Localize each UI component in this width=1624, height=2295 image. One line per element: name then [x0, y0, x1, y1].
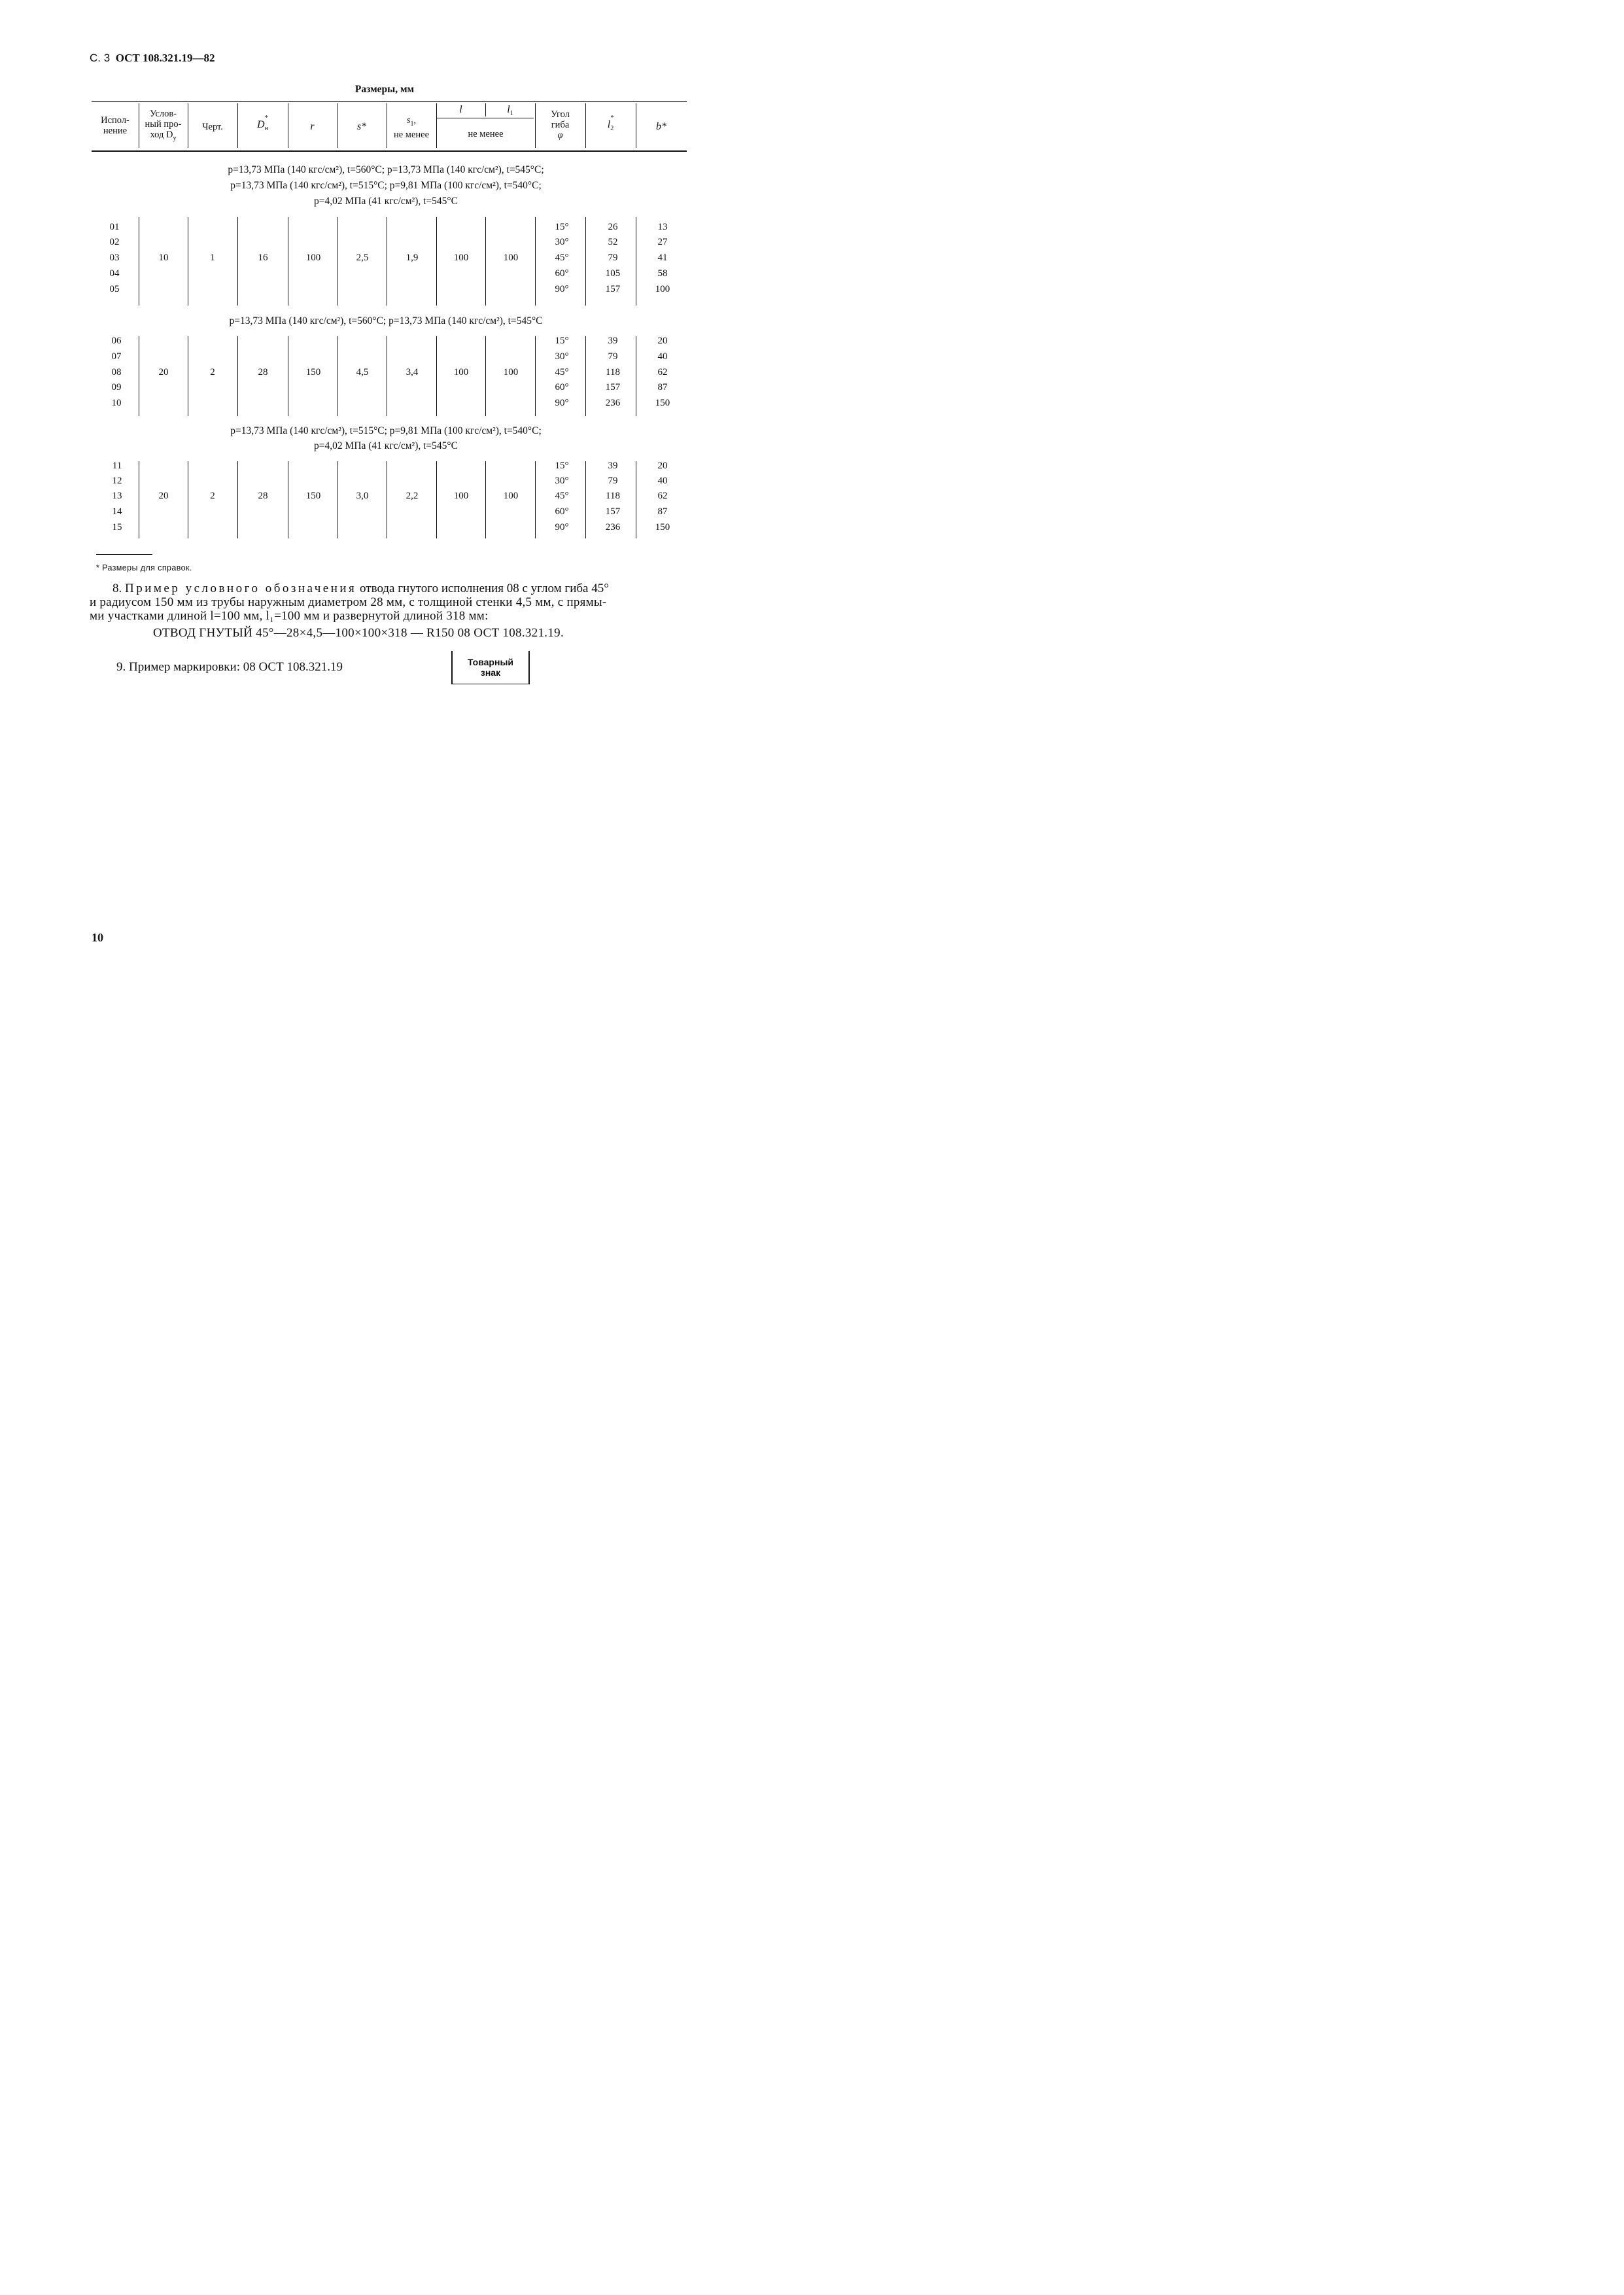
cell-l2: 157: [605, 506, 621, 517]
cell-l: 100: [453, 491, 469, 501]
cell-l2: 118: [606, 491, 620, 501]
cell-isp: 02: [109, 237, 120, 247]
page-header: [90, 52, 215, 63]
cell-isp: 04: [109, 268, 120, 279]
cell-s1: 2,2: [406, 491, 419, 501]
cell-angle: 30°: [555, 351, 569, 362]
cell-dn: 28: [258, 367, 268, 377]
clause8-line1: 8. Пример условного обозначения отвода гнутого исполнения 08 с углом гиба 45°: [112, 582, 609, 595]
col-sep: [535, 336, 536, 416]
col-sep: [535, 217, 536, 306]
cell-dy: 10: [158, 253, 169, 263]
cell-l2: 79: [608, 351, 618, 362]
cell-angle: 45°: [555, 253, 569, 263]
col-header-l-note: не менее: [468, 129, 504, 139]
footnote: * Размеры для справок.: [96, 563, 192, 572]
col-sep: [436, 336, 437, 416]
cell-b: 100: [655, 284, 670, 294]
cell-r: 150: [305, 367, 321, 377]
cell-angle: 30°: [555, 476, 569, 486]
col-header-s: s*: [356, 121, 367, 132]
standard-number: ОСТ 108.321.19—82: [115, 52, 215, 64]
col-header-l1: $l_1$: [507, 104, 513, 118]
cell-isp: 06: [111, 336, 122, 346]
clause9-text: 9. Пример маркировки: 08 ОСТ 108.321.19: [116, 660, 343, 674]
cell-chert: 2: [210, 491, 215, 501]
conditions-line: p=13,73 МПа (140 кгс/см²), t=515°С; p=9,81 МПа (100 кгс/см²), t=540°С;: [230, 180, 542, 191]
clause8-line3: ми участками длиной l=100 мм, l₁=100 мм и развернутой длиной 318 мм:: [90, 609, 489, 623]
col-header-ugol: Угол гиба φ: [551, 109, 570, 141]
conditions-line: p=13,73 МПа (140 кгс/см²), t=560°С; p=13,73 МПа (140 кгс/см²), t=545°С;: [228, 164, 544, 175]
col-header-l2: l * $_2$: [607, 114, 614, 133]
cell-b: 87: [657, 382, 668, 393]
col-sep: [237, 217, 238, 306]
col-sep: [485, 217, 486, 306]
page-label: С. 3: [90, 52, 111, 64]
cell-isp: 05: [109, 284, 120, 294]
cell-isp: 09: [111, 382, 122, 393]
cell-l: 100: [453, 253, 469, 263]
cell-isp: 14: [112, 506, 122, 517]
cell-l2: 236: [605, 398, 621, 408]
document-page: [0, 0, 719, 1018]
cell-s: 3,0: [356, 491, 369, 501]
col-header-ispolnenie: Испол- нение: [101, 115, 130, 136]
cell-b: 40: [657, 351, 668, 362]
cell-angle: 45°: [555, 491, 569, 501]
col-sep: [535, 461, 536, 538]
cell-isp: 01: [109, 222, 120, 232]
cell-angle: 60°: [555, 506, 569, 517]
trademark-line2: знак: [480, 667, 501, 678]
cell-l2: 105: [605, 268, 621, 279]
cell-isp: 11: [112, 461, 122, 471]
col-header-chert: Черт.: [202, 122, 223, 132]
col-sep: [485, 336, 486, 416]
cell-l2: 39: [608, 336, 618, 346]
conditions-line: p=4,02 МПа (41 кгс/см²), t=545°С: [314, 440, 458, 451]
cell-r: 150: [305, 491, 321, 501]
cell-b: 20: [657, 461, 668, 471]
cell-isp: 13: [112, 491, 122, 501]
col-header-r: r: [310, 121, 315, 132]
cell-angle: 15°: [555, 222, 569, 232]
col-sep: [585, 461, 586, 538]
trademark-line1: Товарный: [468, 657, 513, 667]
col-sep: [436, 217, 437, 306]
clause8-line2: и радиусом 150 мм из трубы наружным диаметром 28 мм, с толщиной стенки 4,5 мм, с прямы-: [90, 595, 607, 609]
header-top-rule: [92, 101, 687, 102]
col-sep: [237, 336, 238, 416]
cell-l2: 79: [608, 476, 618, 486]
cell-b: 62: [657, 367, 668, 377]
cell-l: 100: [453, 367, 469, 377]
cell-l2: 79: [608, 253, 618, 263]
cell-b: 58: [657, 268, 668, 279]
col-sep: [485, 461, 486, 538]
col-header-uslovny-prohod: Услов- ный про- ход $D_у$: [145, 109, 182, 142]
cell-chert: 1: [210, 253, 215, 263]
cell-isp: 03: [109, 253, 120, 263]
cell-dy: 20: [158, 367, 169, 377]
cell-isp: 15: [112, 522, 122, 533]
footnote-rule: [96, 554, 152, 555]
cell-s1: 3,4: [406, 367, 419, 377]
col-header-l: l: [459, 104, 462, 115]
cell-s: 4,5: [356, 367, 369, 377]
col-sep: [237, 461, 238, 538]
cell-b: 40: [657, 476, 668, 486]
cell-angle: 15°: [555, 336, 569, 346]
col-sep: [585, 336, 586, 416]
cell-b: 13: [657, 222, 668, 232]
cell-b: 150: [655, 398, 670, 408]
cell-angle: 90°: [555, 398, 569, 408]
cell-angle: 45°: [555, 367, 569, 377]
cell-chert: 2: [210, 367, 215, 377]
cell-angle: 90°: [555, 522, 569, 533]
cell-isp: 08: [111, 367, 122, 377]
cell-angle: 60°: [555, 382, 569, 393]
cell-s1: 1,9: [406, 253, 419, 263]
col-header-b: b*: [656, 121, 666, 132]
cell-b: 87: [657, 506, 668, 517]
col-sep: [585, 217, 586, 306]
cell-angle: 15°: [555, 461, 569, 471]
cell-b: 20: [657, 336, 668, 346]
conditions-line: p=4,02 МПа (41 кгс/см²), t=545°С: [314, 196, 458, 207]
cell-l1: 100: [503, 491, 519, 501]
cell-angle: 60°: [555, 268, 569, 279]
cell-l2: 157: [605, 284, 621, 294]
header-bottom-rule: [92, 150, 687, 152]
cell-dn: 28: [258, 491, 268, 501]
col-sep: [436, 461, 437, 538]
cell-b: 150: [655, 522, 670, 533]
cell-isp: 10: [111, 398, 122, 408]
cell-isp: 07: [111, 351, 122, 362]
conditions-line: p=13,73 МПа (140 кгс/см²), t=515°С; p=9,81 МПа (100 кгс/см²), t=540°С;: [230, 425, 542, 436]
spaced-heading: Пример условного обозначения: [125, 582, 357, 595]
cell-dn: 16: [258, 253, 268, 263]
cell-angle: 30°: [555, 237, 569, 247]
cell-l2: 157: [605, 382, 621, 393]
table-caption: Размеры, мм: [354, 84, 415, 95]
cell-l2: 236: [605, 522, 621, 533]
cell-l2: 39: [608, 461, 618, 471]
cell-r: 100: [305, 253, 321, 263]
conditions-line: p=13,73 МПа (140 кгс/см²), t=560°С; p=13,73 МПа (140 кгс/см²), t=545°С: [229, 315, 543, 326]
col-header-s1: $s_1$, не менее: [393, 115, 430, 140]
cell-b: 62: [657, 491, 668, 501]
cell-b: 27: [657, 237, 668, 247]
trademark-box: [451, 651, 530, 684]
cell-isp: 12: [112, 476, 122, 486]
cell-b: 41: [657, 253, 668, 263]
cell-l1: 100: [503, 367, 519, 377]
cell-angle: 90°: [555, 284, 569, 294]
cell-dy: 20: [158, 491, 169, 501]
page-number: 10: [92, 931, 103, 944]
cell-l2: 52: [608, 237, 618, 247]
cell-l2: 26: [608, 222, 618, 232]
col-header-dn: D * $_н$: [257, 114, 269, 133]
cell-l2: 118: [606, 367, 620, 377]
designation: ОТВОД ГНУТЫЙ 45°—28×4,5—100×100×318 — R150 08 ОСТ 108.321.19.: [153, 626, 564, 640]
cell-l1: 100: [503, 253, 519, 263]
cell-s: 2,5: [356, 253, 369, 263]
